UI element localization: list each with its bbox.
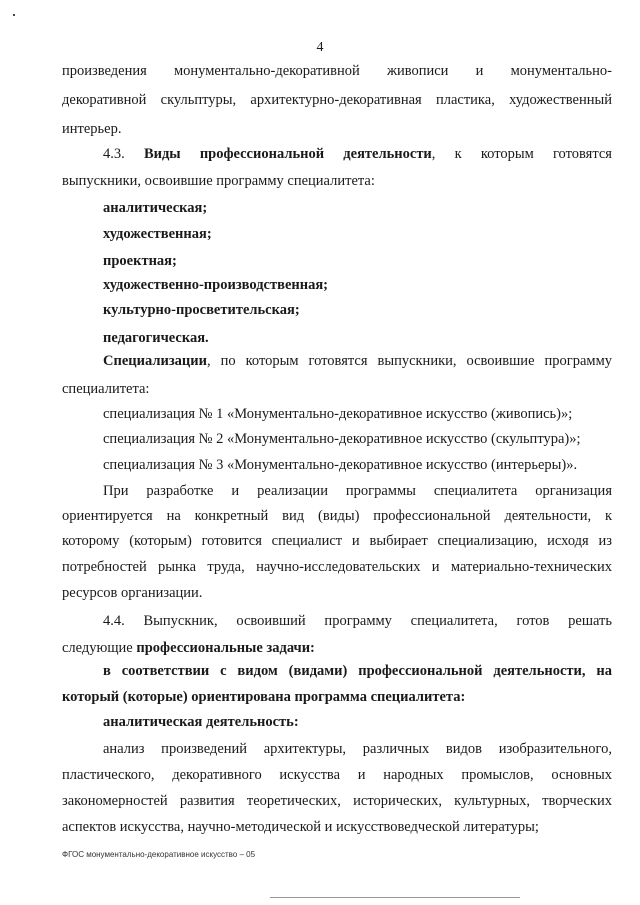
analytic-heading: аналитическая деятельность: <box>103 714 299 730</box>
text-line: ресурсов организации. <box>62 585 203 601</box>
text-line: ориентируется на конкретный вид (виды) профессиональной деятельности, к <box>62 508 612 524</box>
comma: , <box>431 146 436 162</box>
activity-item: педагогическая. <box>103 330 209 346</box>
bold-term: профессиональной <box>199 146 325 162</box>
footer-note: ФГОС монументально-декоративное искусство – 05 <box>62 850 256 859</box>
text-line: При разработке и реализации программы специалитета организация <box>103 483 612 499</box>
text-line: пластического, декоративного искусства и народных промыслов, основных <box>62 767 612 783</box>
section-4-3-line <box>103 145 612 163</box>
text-line: выпускники, освоившие программу специалитета: <box>62 173 375 189</box>
specializations-intro <box>103 352 612 370</box>
bold-term: Виды <box>143 146 181 162</box>
activity-item: культурно-просветительская; <box>103 302 300 318</box>
text-line: декоративной скульптуры, архитектурно-декоративная пластика, художественный <box>62 92 612 108</box>
bottom-scan-line <box>270 897 520 898</box>
bold-text-line: в соответствии с видом (видами) профессиональной деятельности, на <box>103 663 612 679</box>
text-line: специалитета: <box>62 381 150 397</box>
text-line: аспектов искусства, научно-методической и искусствоведческой литературы; <box>62 819 539 835</box>
text-line: потребностей рынка труда, научно-исследовательских и материально-технических <box>62 559 612 575</box>
page-number: 4 <box>316 40 324 55</box>
specialization-item: специализация № 1 «Монументально-декоративное искусство (живопись)»; <box>103 406 573 422</box>
section-4-4-line: 4.4. Выпускник, освоивший программу специалитета, готов решать <box>103 613 612 629</box>
word: к <box>454 146 462 162</box>
activity-item: проектная; <box>103 253 177 269</box>
text-fragment: следующие <box>62 640 137 656</box>
word: которым <box>480 146 534 162</box>
text-line: закономерностей развития теоретических, исторических, культурных, творческих <box>62 793 612 809</box>
bold-term: деятельности <box>343 146 432 162</box>
text-line: анализ произведений архитектуры, различных видов изобразительного, <box>103 741 612 757</box>
bold-text-line: который (которые) ориентирована программа специалитета: <box>62 689 466 705</box>
activity-item: художественно-производственная; <box>103 277 329 293</box>
specialization-item: специализация № 2 «Монументально-декоративное искусство (скульптура)»; <box>103 431 581 447</box>
text-line: произведения монументально-декоративной живописи и монументально- <box>62 63 612 79</box>
word: готовятся <box>552 146 612 162</box>
specialization-item: специализация № 3 «Монументально-декоративное искусство (интерьеры)». <box>103 457 578 473</box>
section-number: 4.3. <box>103 146 125 162</box>
specializations-label: Специализации <box>103 353 207 369</box>
bold-term-group <box>343 145 435 163</box>
text-line: интерьер. <box>62 121 122 137</box>
activity-item: аналитическая; <box>103 200 208 216</box>
activity-item: художественная; <box>103 226 212 242</box>
specializations-text: , по которым готовятся выпускники, освоившие программу <box>206 353 612 369</box>
scan-speck <box>13 14 15 16</box>
text-line: которому (которым) готовится специалист и выбирает специализацию, исходя из <box>62 533 612 549</box>
bold-term: профессиональные задачи: <box>136 640 315 656</box>
text-line <box>62 639 315 657</box>
